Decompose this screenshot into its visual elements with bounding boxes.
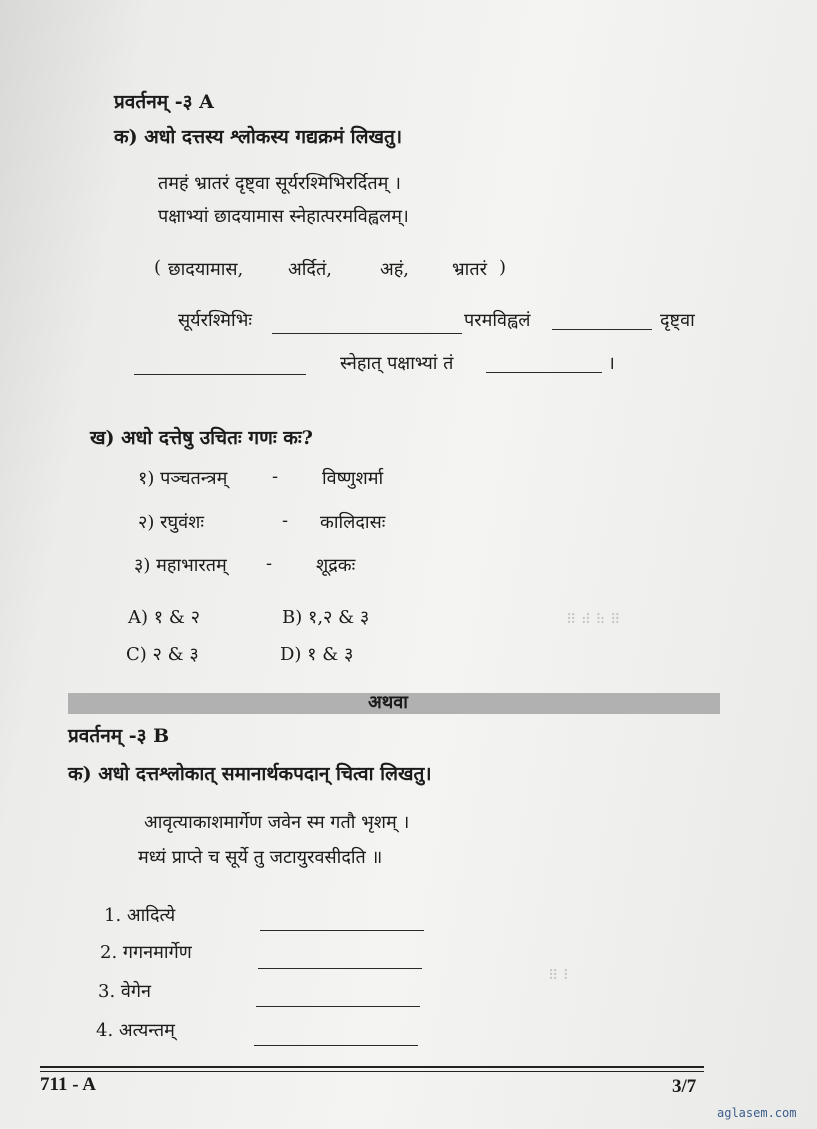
answer-blank (272, 333, 462, 334)
section-heading-3b: प्रवर्तनम् -३ B (68, 725, 170, 747)
pair-author: शूद्रकः (316, 555, 356, 576)
bleed-through-marks: ⠿ ⠇ (548, 968, 573, 984)
paper-code: 711 - A (40, 1074, 96, 1095)
synonym-item: 2. गगनमार्गेण (100, 942, 192, 963)
option-b: B) १,२ & ३ (282, 607, 370, 628)
synonym-item: 4. अत्यन्तम् (96, 1020, 175, 1041)
answer-blank (134, 374, 306, 375)
option-a: A) १ & २ (128, 607, 200, 628)
pair-work: १) पञ्चतन्त्रम् (138, 468, 228, 489)
pair-author: विष्णुशर्मा (322, 468, 384, 489)
fill-word: सूर्यरश्मिभिः (178, 310, 252, 331)
pair-work: २) रघुवंशः (138, 512, 204, 533)
answer-blank (254, 1045, 418, 1046)
answer-blank (486, 372, 602, 373)
pair-author: कालिदासः (320, 512, 386, 533)
answer-blank (260, 930, 424, 931)
answer-blank (552, 329, 652, 330)
bleed-through-marks: ⠿ ⠾ ⠷ ⠿ (566, 612, 621, 628)
question-kha-title: ख) अधो दत्तेषु उचितः गणः कः? (90, 427, 313, 449)
verse-line-1: तमहं भ्रातरं दृष्ट्वा सूर्यरश्मिभिरर्दितम् । (158, 173, 401, 194)
verse-b-line-2: मध्यं प्राप्ते च सूर्ये तु जटायुरवसीदति ॥ (138, 847, 383, 868)
question-ka-title: क) अधो दत्तस्य श्लोकस्य गद्यक्रमं लिखतु। (114, 126, 403, 148)
fill-word: स्नेहात् पक्षाभ्यां तं (340, 353, 454, 374)
question-b-ka-title: क) अधो दत्तश्लोकात् समानार्थकपदान् चित्वा लिखतु। (68, 763, 432, 785)
word-bank-item: अहं, (380, 259, 410, 280)
pair-dash: - (266, 553, 273, 574)
synonym-item: 1. आदित्ये (104, 905, 176, 926)
pair-dash: - (282, 510, 289, 531)
section-heading-3a: प्रवर्तनम् -३ A (114, 91, 214, 113)
fill-word: दृष्ट्वा (660, 310, 695, 331)
sentence-end: । (608, 353, 615, 374)
pair-dash: - (272, 466, 279, 487)
word-bank-item: भ्रातरं (452, 259, 487, 280)
word-bank-close: ) (499, 257, 507, 278)
answer-blank (256, 1006, 420, 1007)
fill-word: परमविह्वलं (464, 310, 531, 331)
word-bank-item: छादयामास, (168, 259, 244, 280)
word-bank-item: अर्दितं, (288, 259, 332, 280)
option-d: D) १ & ३ (280, 644, 354, 665)
verse-b-line-1: आवृत्याकाशमार्गेण जवेन स्म गतौ भृशम् । (144, 812, 410, 833)
word-bank-open: ( (154, 257, 162, 278)
footer-rule-thin (40, 1071, 704, 1072)
answer-blank (258, 968, 422, 969)
or-divider-label: अथवा (368, 692, 408, 713)
verse-line-2: पक्षाभ्यां छादयामास स्नेहात्परमविह्वलम्। (158, 206, 409, 227)
watermark: aglasem.com (717, 1106, 797, 1120)
option-c: C) २ & ३ (126, 644, 199, 665)
synonym-item: 3. वेगेन (98, 981, 152, 1002)
footer-rule (40, 1066, 704, 1068)
page-number: 3/7 (672, 1076, 697, 1097)
pair-work: ३) महाभारतम् (134, 555, 227, 576)
